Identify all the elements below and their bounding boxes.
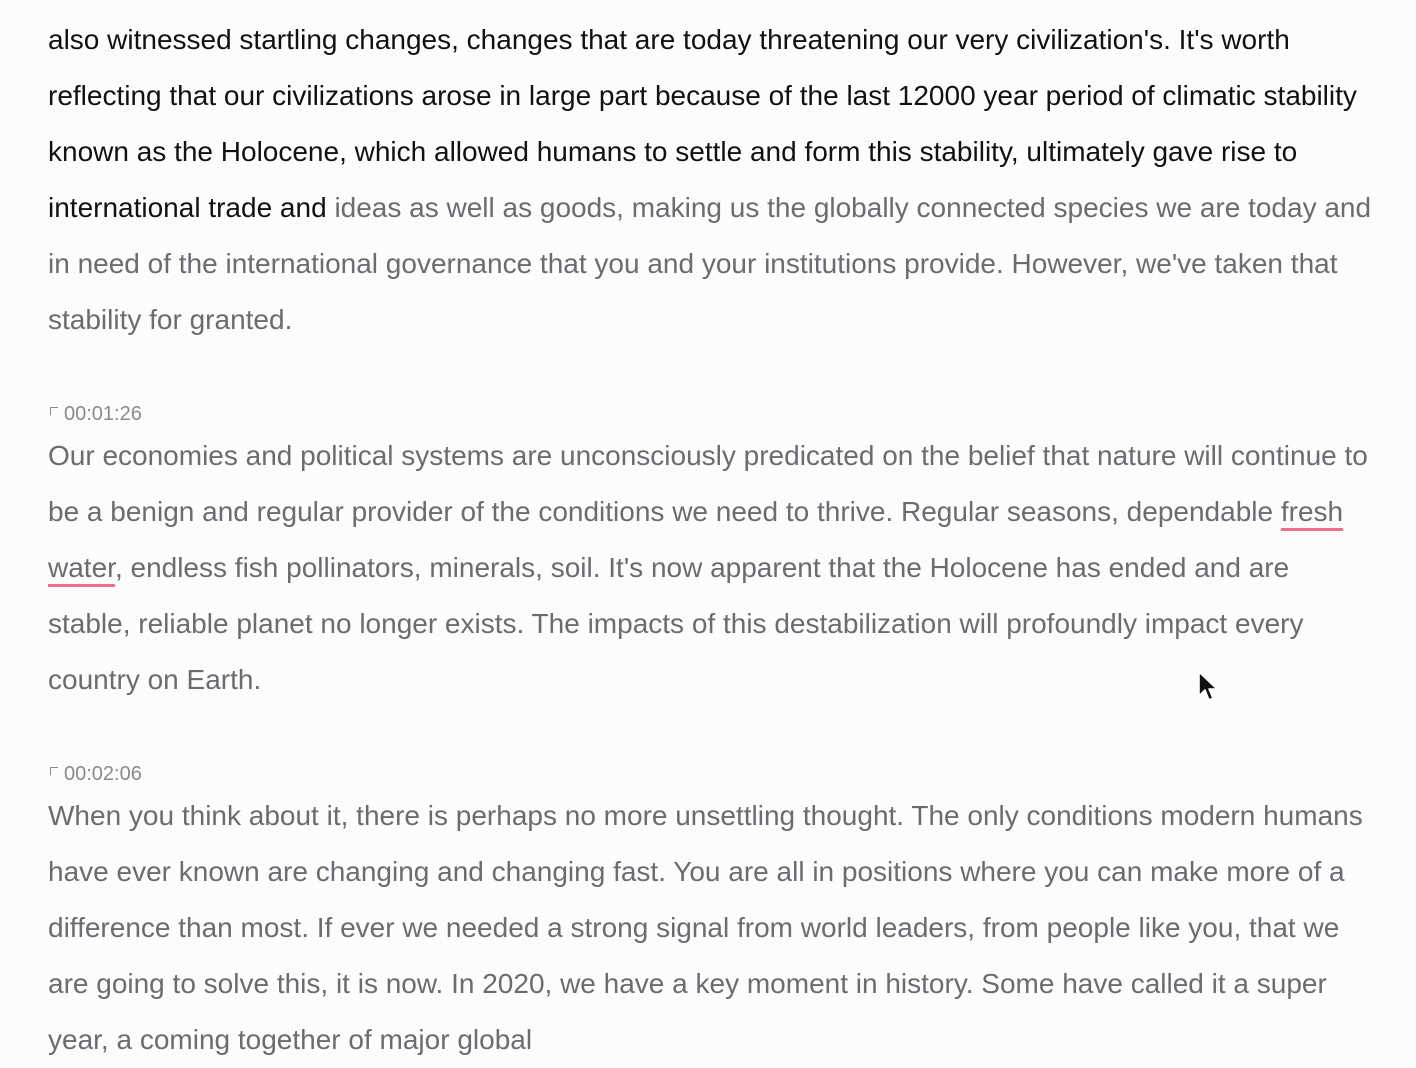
corner-bracket-icon <box>50 407 58 415</box>
transcript <box>48 12 1378 1068</box>
segment-text[interactable]: When you think about it, there is perhaps no more unsettling thought. The only conditions modern humans have ever known are changing and changing fast. You are all in positions where you can make more of a difference than most. If ever we needed a strong signal from world leaders, from people like you, that we are going to solve this, it is now. In 2020, we have a key moment in history. Some have called it a super year, a coming together of major global <box>48 800 1363 1055</box>
timestamp-label: 00:02:06 <box>64 763 142 785</box>
transcript-paragraph[interactable] <box>48 428 1378 708</box>
mouse-cursor-icon <box>1197 670 1219 706</box>
corner-bracket-icon <box>50 767 58 775</box>
transcript-segment <box>48 762 1378 1068</box>
timestamp[interactable] <box>50 402 1378 426</box>
transcript-segment <box>48 402 1378 708</box>
timestamp-label: 00:01:26 <box>64 403 142 425</box>
segment-text[interactable]: , endless fish pollinators, minerals, soil. It's now apparent that the Holocene has ended and are stable, reliable planet no longer exists. The impacts of this destabilization will profoundly impact every country on Earth. <box>48 552 1304 695</box>
segment-text[interactable]: Our economies and political systems are unconsciously predicated on the belief that nature will continue to be a benign and regular provider of the conditions we need to thrive. Regular seasons, dependable <box>48 440 1368 527</box>
unplayed-text[interactable]: ideas as well as goods, making us the globally connected species we are today and in need of the international governance that you and your institutions provide. However, we've taken that stability for granted. <box>48 192 1372 335</box>
played-text[interactable]: also witnessed startling changes, changes that are today threatening our very civilization's. It's worth reflecting that our civilizations arose in large part because of the last 12000 year period of climatic stability known as the Holocene, which allowed humans to settle and form this stability, ultimately gave rise to international trade and <box>48 24 1357 223</box>
transcript-paragraph[interactable] <box>48 788 1378 1068</box>
transcript-paragraph[interactable] <box>48 12 1378 348</box>
highlighted-phrase[interactable]: fresh water <box>48 496 1344 583</box>
timestamp[interactable] <box>50 762 1378 786</box>
